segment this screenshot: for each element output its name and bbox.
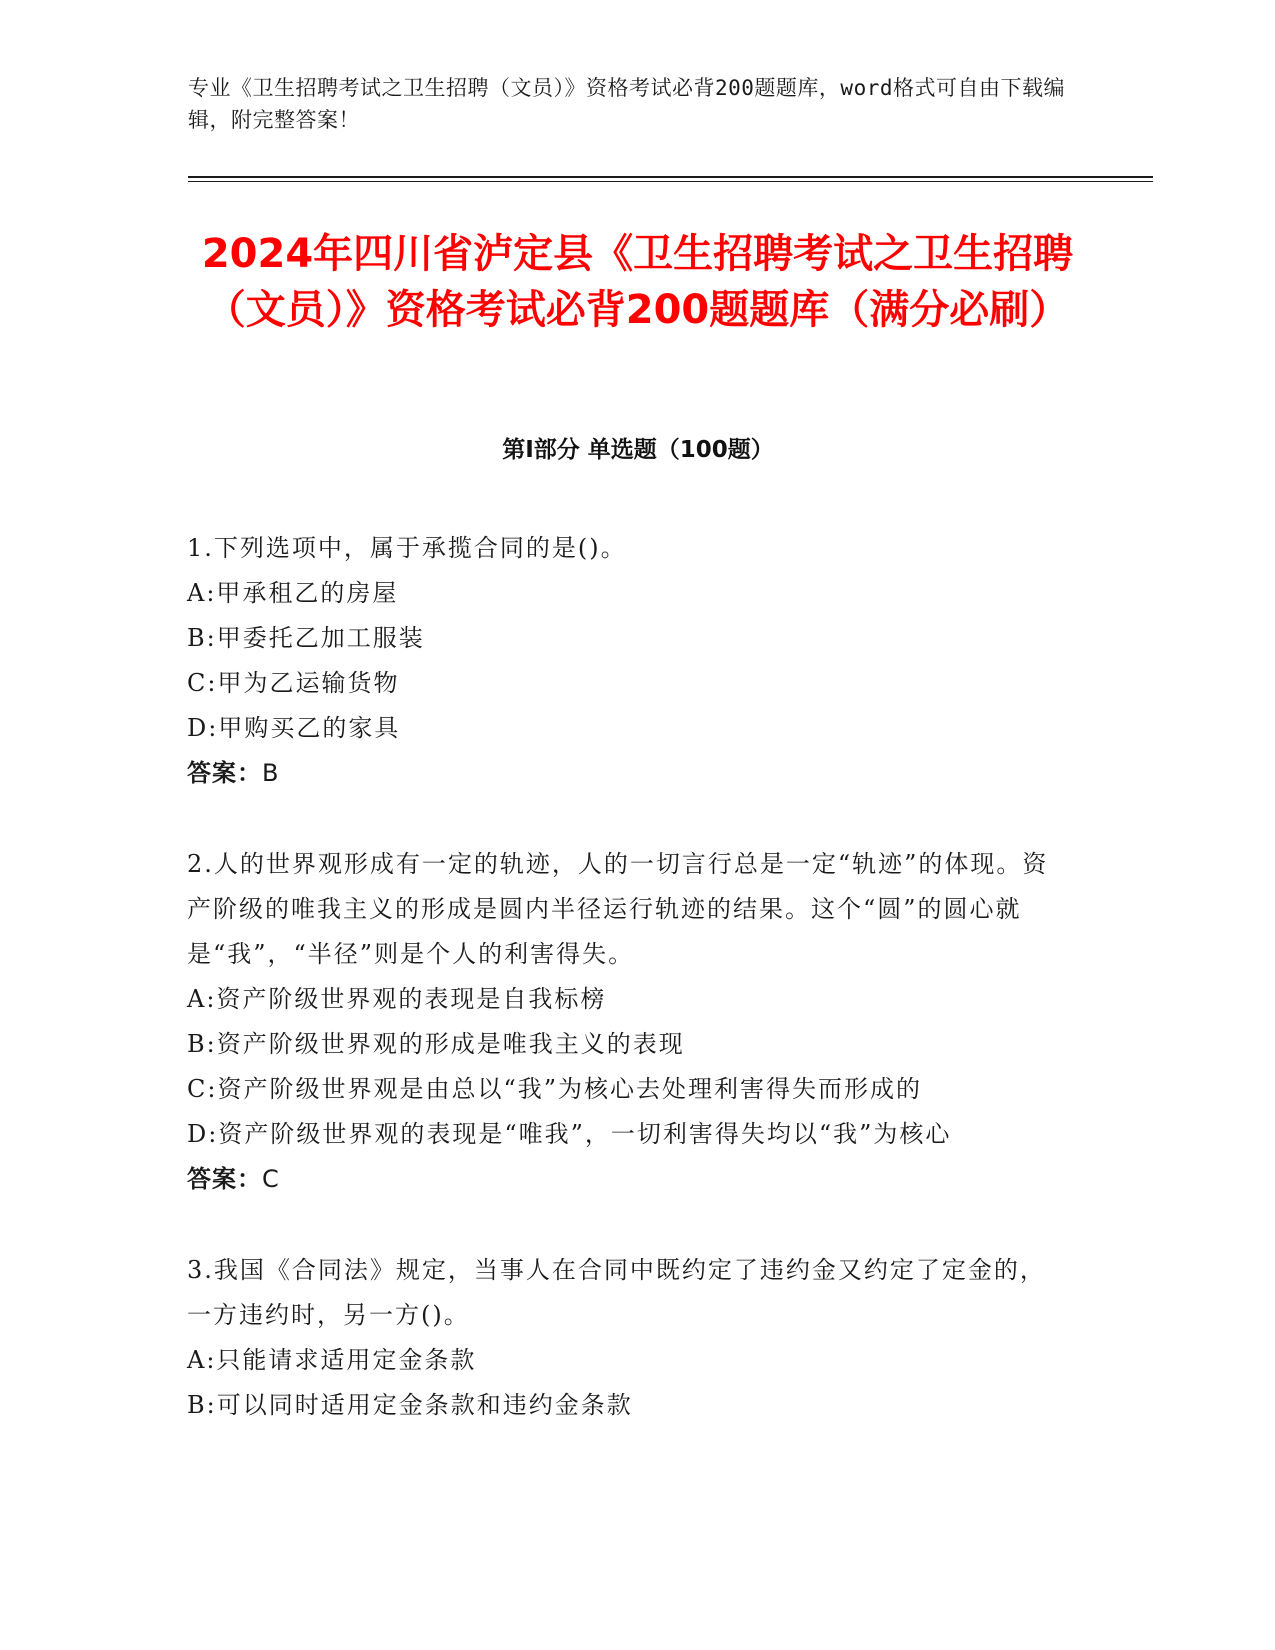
header-divider-thick bbox=[188, 176, 1153, 178]
document-title: 2024年四川省泸定县《卫生招聘考试之卫生招聘（文员）》资格考试必背200题题库（满分必刷） bbox=[201, 231, 1074, 333]
question-item bbox=[187, 526, 1067, 796]
option-b: B:资产阶级世界观的形成是唯我主义的表现 bbox=[187, 1030, 685, 1058]
option-a: A:只能请求适用定金条款 bbox=[187, 1346, 477, 1374]
answer-label: 答案： bbox=[187, 759, 262, 787]
answer-line bbox=[187, 751, 1067, 796]
option-b: B:甲委托乙加工服装 bbox=[187, 624, 425, 652]
answer-label: 答案： bbox=[187, 1165, 262, 1193]
question-text: 1.下列选项中，属于承揽合同的是()。 bbox=[187, 534, 627, 562]
question-item bbox=[187, 842, 1067, 1202]
question-text: 2.人的世界观形成有一定的轨迹，人的一切言行总是一定“轨迹”的体现。资产阶级的唯我主义的形成是圆内半径运行轨迹的结果。这个“圆”的圆心就是“我”，“半径”则是个人的利害得失。 bbox=[187, 850, 1049, 968]
question-text: 3.我国《合同法》规定，当事人在合同中既约定了违约金又约定了定金的，一方违约时，另一方()。 bbox=[187, 1256, 1046, 1329]
option-a: A:资产阶级世界观的表现是自我标榜 bbox=[187, 985, 607, 1013]
answer-value: B bbox=[262, 759, 280, 787]
answer-value: C bbox=[262, 1165, 280, 1193]
option-a: A:甲承租乙的房屋 bbox=[187, 579, 399, 607]
intro-text: 专业《卫生招聘考试之卫生招聘（文员）》资格考试必背200题题库，word格式可自由下载编辑，附完整答案！ bbox=[188, 76, 1065, 132]
option-d: D:资产阶级世界观的表现是“唯我”，一切利害得失均以“我”为核心 bbox=[187, 1120, 952, 1148]
question-item bbox=[187, 1248, 1067, 1428]
question-list bbox=[187, 526, 1067, 1474]
option-b: B:可以同时适用定金条款和违约金条款 bbox=[187, 1391, 633, 1419]
option-c: C:资产阶级世界观是由总以“我”为核心去处理利害得失而形成的 bbox=[187, 1075, 922, 1103]
section-heading: 第I部分 单选题（100题） bbox=[502, 437, 774, 463]
header-divider-thin bbox=[188, 181, 1153, 182]
option-c: C:甲为乙运输货物 bbox=[187, 669, 400, 697]
option-d: D:甲购买乙的家具 bbox=[187, 714, 401, 742]
answer-line bbox=[187, 1157, 1067, 1202]
